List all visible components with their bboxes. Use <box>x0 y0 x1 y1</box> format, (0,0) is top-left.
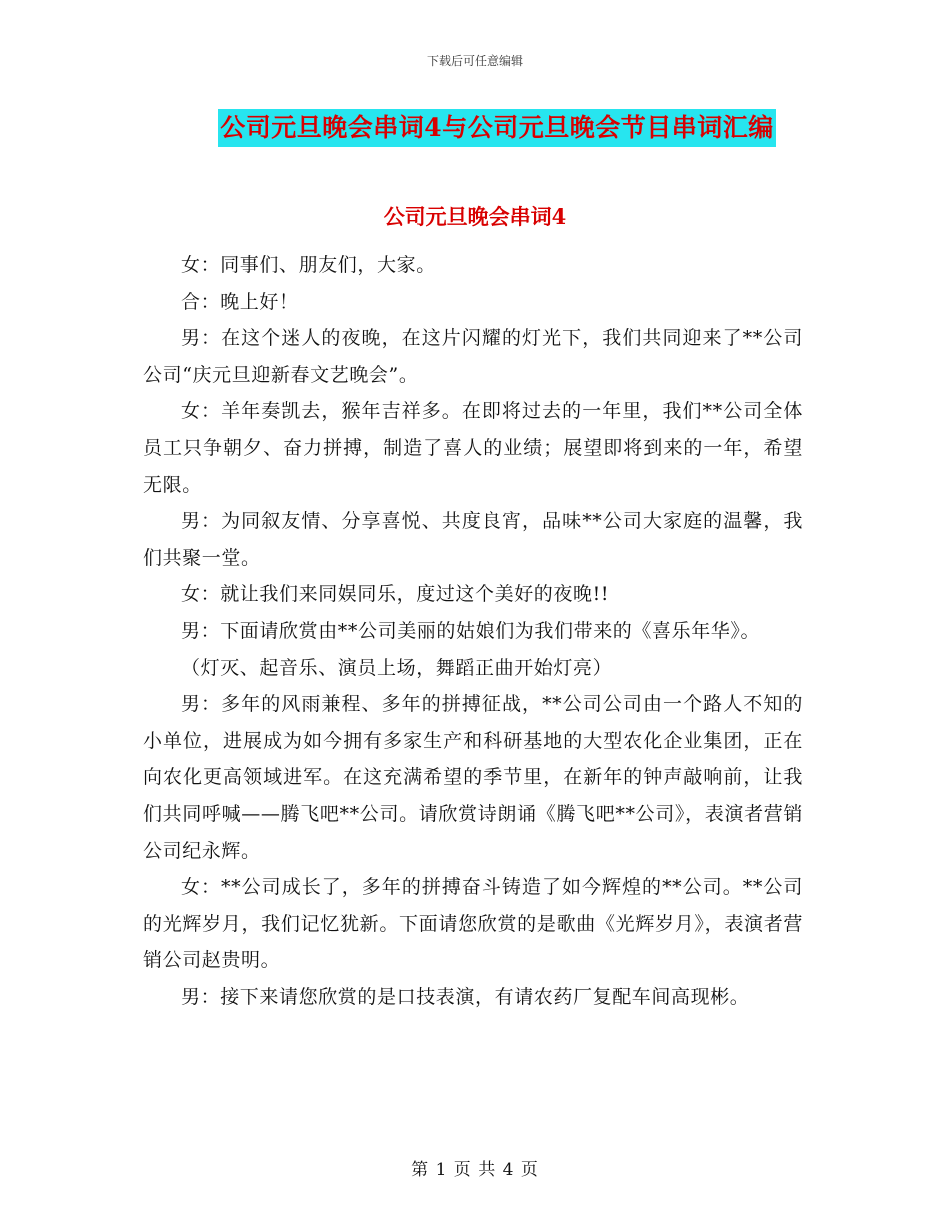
paragraph: 男：多年的风雨兼程、多年的拼搏征战，**公司公司由一个路人不知的小单位，进展成为如今拥有多家生产和科研基地的大型农化企业集团，正在向农化更高领域进军。在这充满希望的季节里，在新年的钟声敲响前，让我们共同呼喊——腾飞吧**公司。请欣赏诗朗诵《腾飞吧**公司》，表演者营销公司纪永辉。 <box>143 693 803 862</box>
paragraph: 女：羊年奏凯去，猴年吉祥多。在即将过去的一年里，我们**公司全体员工只争朝夕、奋力拼搏，制造了喜人的业绩；展望即将到来的一年，希望无限。 <box>143 400 803 496</box>
paragraph: 男：为同叙友情、分享喜悦、共度良宵，品味**公司大家庭的温馨，我们共聚一堂。 <box>143 510 803 569</box>
paragraph: （灯灭、起音乐、演员上场，舞蹈正曲开始灯亮） <box>181 656 613 679</box>
script-body <box>143 247 803 1015</box>
document-title: 公司元旦晚会串词4与公司元旦晚会节目串词汇编 <box>218 109 775 147</box>
paragraph: 女：同事们、朋友们，大家。 <box>181 254 436 276</box>
section-title: 公司元旦晚会串词4 <box>383 204 567 229</box>
document-title-container <box>0 109 950 147</box>
paragraph: 合：晚上好！ <box>181 290 299 313</box>
paragraph: 女：**公司成长了，多年的拼搏奋斗铸造了如今辉煌的**公司。**公司的光辉岁月，我们记忆犹新。下面请您欣赏的是歌曲《光辉岁月》，表演者营销公司赵贵明。 <box>143 876 803 972</box>
paragraph: 男：接下来请您欣赏的是口技表演，有请农药厂复配车间高现彬。 <box>181 985 750 1008</box>
paragraph: 男：在这个迷人的夜晚，在这片闪耀的灯光下，我们共同迎来了**公司公司“庆元旦迎新春文艺晚会”。 <box>143 327 803 386</box>
page-number-footer: 第 1 页 共 4 页 <box>411 1160 539 1180</box>
page-header-note: 下载后可任意编辑 <box>426 54 523 68</box>
paragraph: 男：下面请欣赏由**公司美丽的姑娘们为我们带来的《喜乐年华》。 <box>181 619 761 642</box>
paragraph: 女：就让我们来同娱同乐，度过这个美好的夜晚!! <box>181 583 610 606</box>
